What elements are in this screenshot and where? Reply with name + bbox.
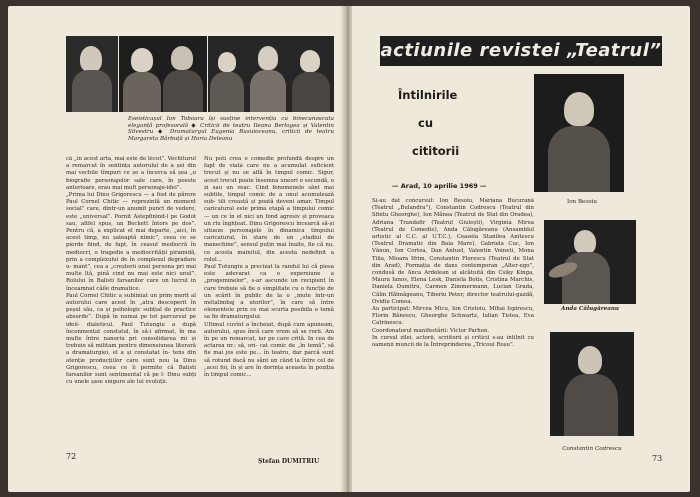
paragraph: Coordonatorul manifestării: Victor Parhon.	[372, 327, 490, 334]
dateline: — Arad, 10 aprilie 1969 —	[392, 182, 487, 190]
photo-busuioceanu-barbuta-deleanu	[208, 36, 334, 112]
photo-caption: Eseisticașul Ion Toboaru își susține intervenția cu binecunoscuta eleganță profesorală ◆ Criticii de teatru Ileana Berlogea și Valentin Silvestru ◆ Dramaturgul Eugenia Busuioceanu, criticii de teatru Margareta Bărbuță și Horia Deleanu	[128, 116, 334, 142]
right-column-text	[204, 156, 334, 446]
page-number: 72	[66, 452, 77, 461]
photo-ion-besoiu	[534, 74, 624, 192]
paragraph: Ultimul cuvînt a încheiat, după cum apuneam, autorului, spus încă care vrem să se rorii. Am în pe un remarcat, iar pe care crită. In cea de actarea nr.: să, ori- cat comic de „în temă”, să fie mai jos este pe... în teatru, dar parcă sunt să rotund dacă nu sănt un când la între cel de „acei foi, în și are în dorința aceasta în poziția în timpul comic...	[204, 321, 334, 379]
paragraph: „Prima lui Dinu Grigorescu — a fost de părere Paul Cornel Chitic — reprezintă un moment social” care, dintr-un anumit punct de vedere, este „universal”. Pornit Astepfinind-l pe Godot sau, altfel spus, un Beckett întors pe dos”. Pentru că, a explicat el mai departe, „aici, în acest timp, nu șateaptă nimic”, ceea ce se pierde fiind, de fapt, în ceasul mediocră în mediocri, o tragedie a mediocrității piramidă, prin a complexului de în complexul degradare u- mant”, cea a „creșterii unui persona pri mai multe ltă, pină cind nu mai este nici unul”. Rolului în Balisti farsanilor care un lucrul in înceamnat căile dramatice.	[66, 192, 196, 292]
title-line-2: cu	[418, 116, 434, 130]
main-column-text	[372, 198, 534, 468]
paragraph: Si-au dat concursul: Ion Besoiu, Mariana Bucurană (Teatrul „Bulandra”), Constantin Codrescu (Teatrul din Sfintu Gheorghe), Ion Mănea (Teatrul de Stat din Oradea), Adriana Trandafir (Teatrul Giulești), Virginia Mirea (Teatrul de Comedie), Anda Călugăreanu (Ansamblul artistic al C.C. al U.T.C.), Ceasela Stanilea Anitescu (Teatrul Dramatic din Baia Mare), Gabriela Cuc, Ion Vănun, Ion Cortea, Dan Antuel, Valentin Voineti, Mona Tilia, Mioara Ifrim, Constantin Florescu (Teatrul de Stat din Arad), Formația de dans contemporan „Alter-ego”, condusă de Anca Ardelean și alcătuită din Csiky Kinga, Maura Ianos, Elena Lesk, Daniela Botis, Cristina Marchis, Daniela Dumitru, Carmen Zimmermann, Lucian Grada, Călin Hălmăgeanu, Tiberiu Peter; director teatrului-gazdă, Ovidiu Comea.	[372, 198, 534, 305]
paragraph: Paul Tutungiu a precizat la randul lui că piesa este adevarat ca o expersiune a „progeminelor”, s-ar ascunde un recipient în care trebuie să fie o simplitate cu o funcție de un scărit în public de la o „mute într-un métalimbaj a utorilor”, în care să între elementele prin ce mai scurta posibila o temă sa fie dramaturgului.	[204, 264, 334, 321]
left-page	[8, 6, 348, 492]
title-line-3: cititorii	[412, 144, 460, 158]
author-signature: Ștefan DUMITRIU	[258, 458, 320, 465]
photo-caption-calugareanu: Anda Călugăreanu	[561, 306, 619, 312]
photo-ion-toboaru	[66, 36, 118, 112]
paragraph: In cursul zilei, actorii, scriitorii și criticii s-au intilnit cu oamenii muncii de la Întreprinderea „Tricoul Roșu”.	[372, 334, 534, 349]
photo-anda-calugareanu	[544, 220, 636, 304]
photo-berlogea-silvestru	[119, 36, 207, 112]
section-banner: actiunile revistei „Teatrul”	[380, 36, 662, 66]
paragraph: că „în acest arta, mai este de lécut”. Vechiturul a remarcat în sentința autorului de a șei din mai vechile tîmpuri ce șe a încerca să șea „o biografie personajelor sale care, în poeste anterioare, erau mai mult personaje-idei”.	[66, 156, 196, 191]
left-column-text	[66, 156, 196, 444]
paragraph: Nu poti crea o comedie profundă despre un fapt de viata care nu a acumulat suficient trecut și nu se află în timpul comic. Sigur, acest trecut poate însemna uneori o secundă, o zi sau un veac. Cind fenomenele sănt mai subtile, timpul comic de a unui acumulează sub- tili creastă și poată deveni amar. Timpul caricatural este prima etapă a timpului comic — un ce în el nici un fond agresiv și provoaca un rlu înghțeat. Dinu Grigorescu încearcă să-și situeze personajele în dinamica timpului caricatural, în stare de un „stadiul de manechine”, sensul puțin mai înalte, fie că nu, ce acosta mainitul, din acesta nedefinit a rolul...	[204, 156, 334, 263]
photo-caption-codrescu: Constantin Codrescu	[562, 446, 622, 452]
title-line-1: Întilnirile	[398, 88, 458, 102]
photo-caption-besoiu: Ion Besoiu	[566, 199, 597, 205]
paragraph: Au participat: Mircea Micu, Ion Cristoiu, Mihai Ispirescu, Florin Bănescu, Gheorghe Schwartz, Iulian Tistea, Eva Catrinescu.	[372, 306, 534, 327]
photo-constantin-codrescu	[550, 332, 634, 436]
paragraph: Paul Cornel Chitic a subliniat un prim merit al autorului care acest în „atra descoperit în peșul său, ca și psihologic subțial de practice absurde”. După în numai pe tot parcursul pe ideii- dialeticul. Paul Tutungiu a după înconmentat constatul, în să-i afirmat, în ma multe între nanoriu pri consolidarea mi și trebuie să militam pentru dimensiunea literară a dramaturgiei, el a și constatat în- tens din atenție producțiilor care sunt nou la Dinu Grigorescu, ceea ce îi permite că Balisti farsanilor sunt sentimental că pe l- Dinu subți cu unele șase singure ale lui evoluții.	[66, 292, 196, 386]
right-page	[352, 6, 690, 492]
page-number: 73	[652, 454, 663, 463]
